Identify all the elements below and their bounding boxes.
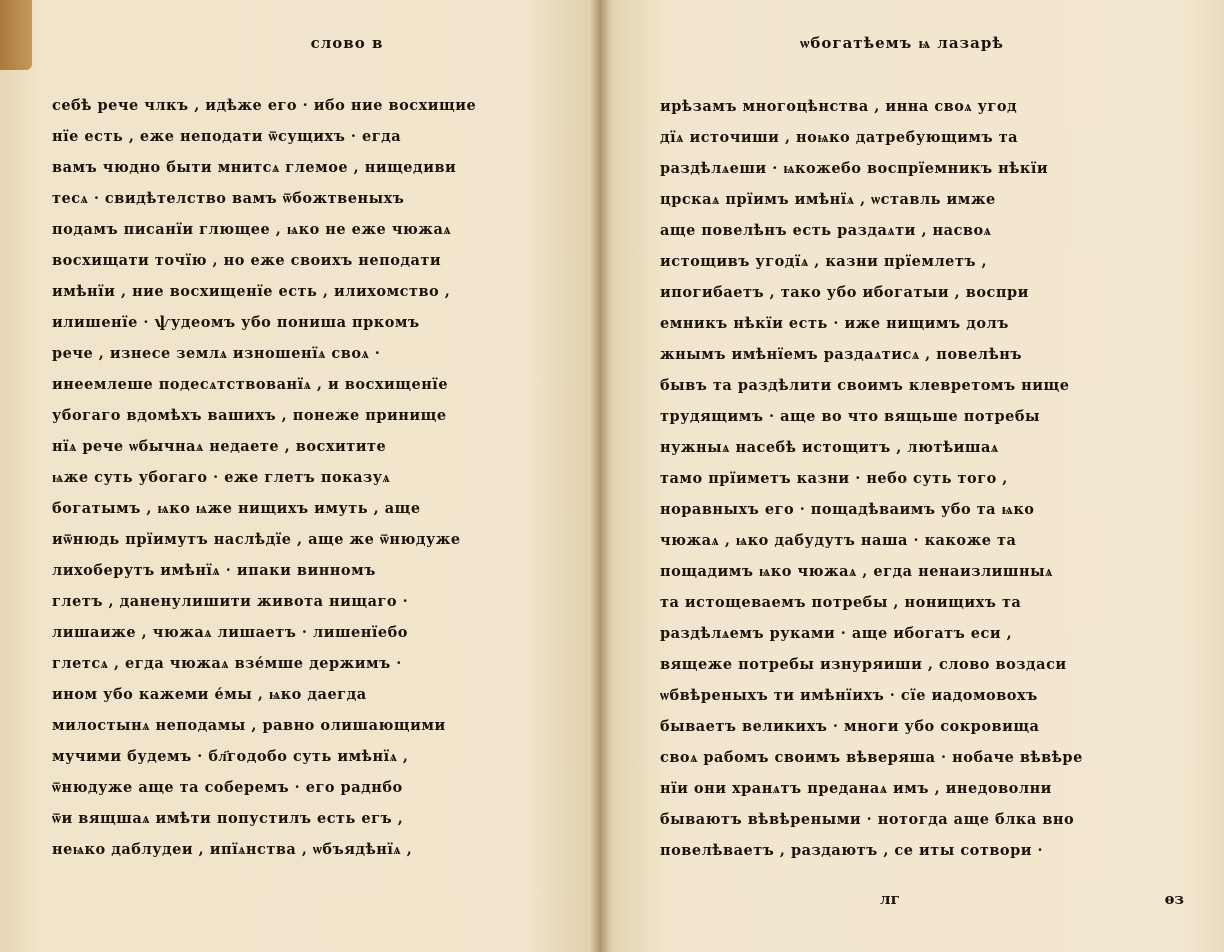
text-line: лихоберутъ имѣнїѧ · ипаки винномъ bbox=[52, 562, 376, 579]
text-line: нїи они хранѧтъ преданаѧ имъ , инедоволни bbox=[660, 780, 1052, 797]
text-line: нїѧ рече ѡбычнаѧ недаете , восхитите bbox=[52, 438, 387, 455]
text-line: чюжаѧ , ѩко дабудутъ наша · какоже та bbox=[660, 532, 1017, 549]
text-line: жнымъ имѣнїемъ раздаѧтисѧ , повелѣнъ bbox=[660, 346, 1023, 363]
text-line: своѧ рабомъ своимъ вѣверяша · нобаче вѣвѣре bbox=[660, 749, 1083, 766]
text-line: милостынѧ неподамы , равно олишающими bbox=[52, 717, 446, 734]
text-line: илишенїе · ѱудеомъ убо пониша пркомъ bbox=[52, 314, 420, 331]
text-line: ѿнюдуже аще та соберемъ · его раднбо bbox=[52, 779, 403, 796]
text-line: раздѣлѧеши · ѩкожебо воспрїемникъ нѣкїи bbox=[660, 160, 1049, 177]
text-line: глетъ , даненулишити живота нищаго · bbox=[52, 593, 409, 610]
text-line: аще повелѣнъ есть раздаѧти , насвоѧ bbox=[660, 222, 992, 239]
text-line: иѿнюдь прїимутъ наслѣдїе , аще же ѿнюдуже bbox=[52, 531, 461, 548]
text-line: нїе есть , еже неподати ѿсущихъ · егда bbox=[52, 128, 402, 145]
left-page bbox=[0, 0, 600, 952]
text-line: раздѣлѧемъ руками · аще ибогатъ еси , bbox=[660, 625, 1013, 642]
text-line: имѣнїи , ние восхищенїе есть , илихомство , bbox=[52, 283, 451, 300]
book-gutter bbox=[590, 0, 610, 952]
text-line: повелѣваетъ , раздаютъ , се иты сотвори · bbox=[660, 842, 1044, 859]
text-line: восхищати точїю , но еже своихъ неподати bbox=[52, 252, 442, 269]
text-line: трудящимъ · аще во что вящьше потребы bbox=[660, 408, 1041, 425]
text-line: рече , изнесе землѧ изношенїѧ своѧ · bbox=[52, 345, 381, 362]
text-line: вящеже потребы изнуряиши , слово воздаси bbox=[660, 656, 1067, 673]
text-line: себѣ рече члкъ , идѣже его · ибо ние восхищие bbox=[52, 97, 477, 114]
text-line: ипогибаетъ , тако убо ибогатыи , воспри bbox=[660, 284, 1029, 301]
text-line: норавныхъ его · пощадѣваимъ убо та ѩко bbox=[660, 501, 1035, 518]
text-line: бывъ та раздѣлити своимъ клевретомъ нище bbox=[660, 377, 1070, 394]
text-line: вамъ чюдно быти мнитсѧ глемое , нищедиви bbox=[52, 159, 457, 176]
text-line: емникъ нѣкїи есть · иже нищимъ долъ bbox=[660, 315, 1009, 332]
text-line: истощивъ угодїѧ , казни прїемлетъ , bbox=[660, 253, 988, 270]
bookmark-tab bbox=[0, 0, 32, 70]
text-line: глетсѧ , егда чюжаѧ взе́мше держимъ · bbox=[52, 655, 402, 672]
right-page bbox=[600, 0, 1224, 952]
left-page-text bbox=[52, 90, 572, 865]
text-line: лишаиже , чюжаѧ лишаетъ · лишенїебо bbox=[52, 624, 408, 641]
text-line: убогаго вдомѣхъ вашихъ , понеже принище bbox=[52, 407, 447, 424]
left-page-header: слово в bbox=[310, 34, 384, 52]
text-line: подамъ писанїи глющее , ѩко не еже чюжаѧ bbox=[52, 221, 452, 238]
text-line: ѩже суть убогаго · еже глетъ показуѧ bbox=[52, 469, 391, 486]
right-page-text bbox=[660, 91, 1184, 866]
text-line: ѿи вящшаѧ имѣти попустилъ есть егъ , bbox=[52, 810, 404, 827]
text-line: нужныѧ насебѣ истощитъ , лютѣишаѧ bbox=[660, 439, 999, 456]
right-page-header: ѡбогатѣемъ ѩ лазарѣ bbox=[800, 34, 1004, 52]
text-line: богатымъ , ѩко ѩже нищихъ имуть , аще bbox=[52, 500, 421, 517]
text-line: мучими будемъ · бл҃годобо суть имѣнїѧ , bbox=[52, 748, 409, 765]
signature-mark: ѳз bbox=[1164, 890, 1184, 908]
text-line: дїѧ источиши , ноѩко датребующимъ та bbox=[660, 129, 1019, 146]
text-line: инеемлеше подесѧтствованїѧ , и восхищенїе bbox=[52, 376, 449, 393]
text-line: неѩко даблудеи , ипїѧнства , ѡбъядѣнїѧ , bbox=[52, 841, 413, 858]
text-line: тамо прїиметъ казни · небо суть того , bbox=[660, 470, 1008, 487]
text-line: пощадимъ ѩко чюжаѧ , егда ненаизлишныѧ bbox=[660, 563, 1053, 580]
text-line: ѡбвѣреныхъ ти имѣнїихъ · сїе иадомовохъ bbox=[660, 687, 1038, 704]
text-line: тесѧ · свидѣтелство вамъ ѿбожтвеныхъ bbox=[52, 190, 405, 207]
text-line: ирѣзамъ многоцѣнства , инна своѧ угод bbox=[660, 98, 1018, 115]
folio-number: лг bbox=[880, 890, 900, 908]
text-line: та истощеваемъ потребы , нонищихъ та bbox=[660, 594, 1022, 611]
text-line: ином убо кажеми е́мы , ѩко даегда bbox=[52, 686, 367, 703]
text-line: бываютъ вѣвѣреными · нотогда аще блка вно bbox=[660, 811, 1075, 828]
text-line: црскаѧ прїимъ имѣнїѧ , ѡставль имже bbox=[660, 191, 996, 208]
text-line: бываетъ великихъ · многи убо сокровища bbox=[660, 718, 1040, 735]
